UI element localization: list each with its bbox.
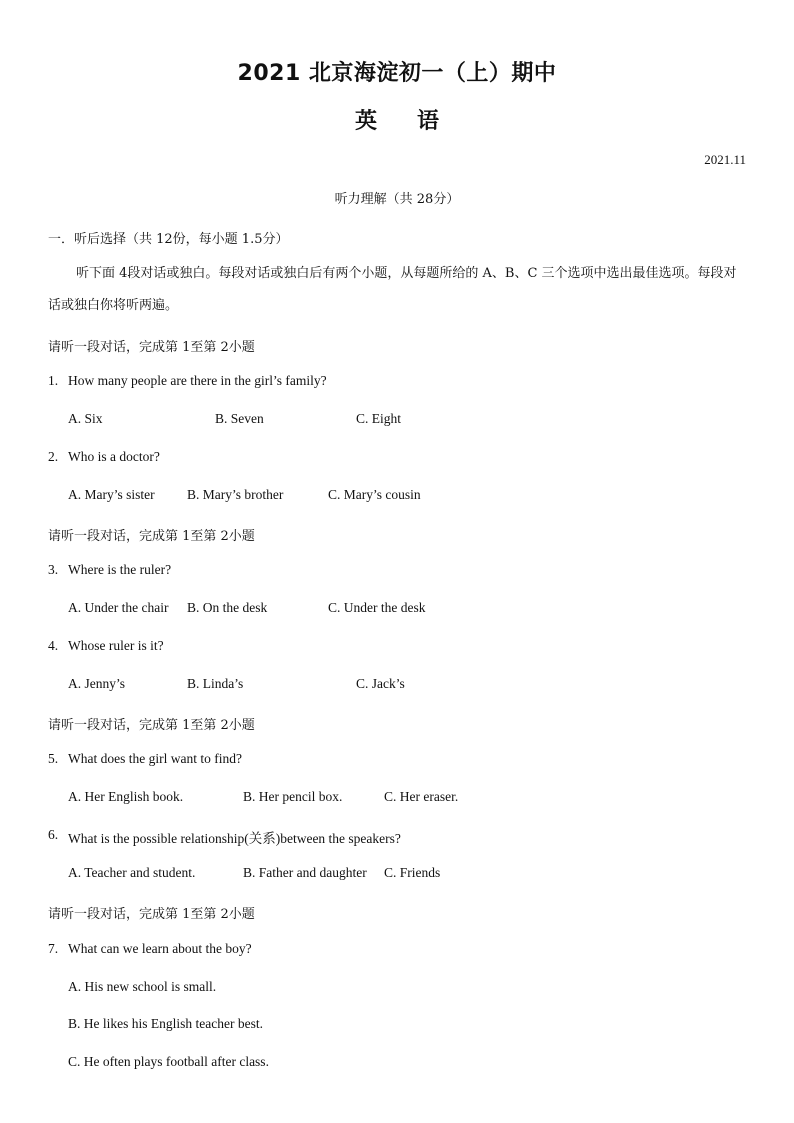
option-a: A. Jenny’s <box>68 676 125 691</box>
group-prompt: 请听一段对话，完成第 1至第 2小题 <box>48 718 255 733</box>
option-a: A. Mary’s sister <box>68 487 155 502</box>
option-a: A. His new school is small. <box>68 979 217 994</box>
question-number: 2. <box>48 449 59 464</box>
option-b: B. Seven <box>215 411 264 426</box>
option-c: C. Mary’s cousin <box>328 487 421 502</box>
page-title: 2021 北京海淀初一（上）期中 <box>237 61 557 86</box>
option-b: B. On the desk <box>187 600 268 615</box>
option-a: A. Under the chair <box>68 600 169 615</box>
question-text: What can we learn about the boy? <box>68 941 252 956</box>
option-b: B. Her pencil box. <box>243 789 343 804</box>
question-text: What is the possible relationship(关系)between the speakers? <box>68 831 401 846</box>
question-text: How many people are there in the girl’s family? <box>68 373 327 388</box>
instructions: 听下面 4段对话或独白。每段对话或独白后有两个小题，从每题所给的 A、B、C 三个选项中选出最佳选项。每段对话或独白你将听两遍。 <box>48 266 737 313</box>
question-number: 6. <box>48 827 59 842</box>
option-b: B. He likes his English teacher best. <box>68 1016 263 1031</box>
question-text: What does the girl want to find? <box>68 751 242 766</box>
option-a: A. Six <box>68 411 103 426</box>
section-title: 听力理解（共 28分） <box>334 192 460 207</box>
question-number: 1. <box>48 373 59 388</box>
option-c: C. Under the desk <box>328 600 426 615</box>
option-b: B. Mary’s brother <box>187 487 284 502</box>
exam-date: 2021.11 <box>704 152 746 167</box>
option-c: C. He often plays football after class. <box>68 1054 269 1069</box>
option-b: B. Father and daughter <box>243 865 367 880</box>
option-c: C. Eight <box>356 411 402 426</box>
part-heading: 一．听后选择（共 12份，每小题 1.5分） <box>48 232 289 247</box>
question-text: Whose ruler is it? <box>68 638 164 653</box>
option-b: B. Linda’s <box>187 676 244 691</box>
option-a: A. Her English book. <box>68 789 184 804</box>
question-text: Who is a doctor? <box>68 449 160 464</box>
question-text: Where is the ruler? <box>68 562 172 577</box>
group-prompt: 请听一段对话，完成第 1至第 2小题 <box>48 907 255 922</box>
group-prompt: 请听一段对话，完成第 1至第 2小题 <box>48 340 255 355</box>
group-prompt: 请听一段对话，完成第 1至第 2小题 <box>48 529 255 544</box>
option-a: A. Teacher and student. <box>68 865 196 880</box>
subject-title: 英语 <box>354 109 479 134</box>
question-number: 4. <box>48 638 59 653</box>
question-number: 7. <box>48 941 59 956</box>
question-number: 3. <box>48 562 59 577</box>
option-c: C. Her eraser. <box>384 789 459 804</box>
option-c: C. Friends <box>384 865 441 880</box>
question-number: 5. <box>48 751 59 766</box>
option-c: C. Jack’s <box>356 676 405 691</box>
